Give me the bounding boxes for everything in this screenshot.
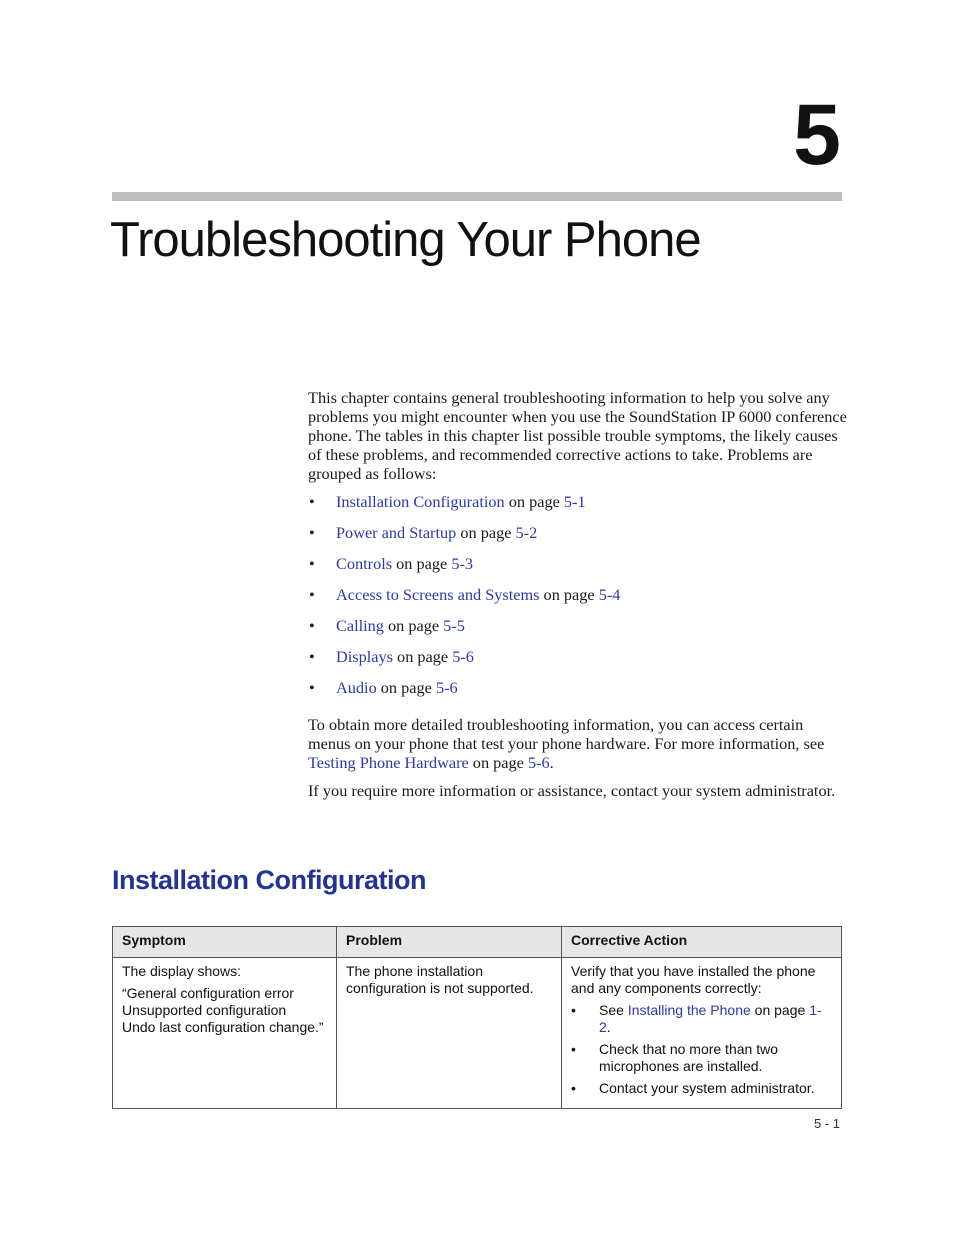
intro-paragraph: This chapter contains general troubleshooting information to help you solve any problems you might encounter when you use the SoundStation IP 6000 conference phone. The tables in this chapter list possible trouble symptoms, the likely causes of these problems, and recommended corrective actions to take. Problems are grouped as follows: <box>308 388 847 483</box>
on-page-text: on page <box>376 678 436 697</box>
symptom-cell <box>113 958 337 1109</box>
topic-link[interactable]: Installation Configuration <box>336 492 505 511</box>
bullet-icon: • <box>309 616 315 635</box>
bullet-icon: • <box>571 1041 576 1057</box>
topic-list-item <box>308 492 848 523</box>
topic-list-item <box>308 678 848 706</box>
hardware-test-text: To obtain more detailed troubleshooting information, you can access certain menus on your phone that test your phone hardware. For more information, see <box>308 715 825 753</box>
installing-phone-link[interactable]: Installing the Phone <box>627 1002 751 1018</box>
topic-list-item <box>308 554 848 585</box>
page-link[interactable]: 5-6 <box>435 678 458 697</box>
on-page-text: on page <box>392 647 453 666</box>
action-list-item <box>571 1002 833 1036</box>
period-text: . <box>606 1019 611 1035</box>
bullet-icon: • <box>309 554 315 573</box>
problem-cell: The phone installation configuration is not supported. <box>337 958 562 1109</box>
page-link[interactable]: 1-2 <box>599 1002 822 1035</box>
on-page-text: on page <box>456 523 516 542</box>
testing-hardware-link[interactable]: Testing Phone Hardware <box>308 753 469 772</box>
page-link[interactable]: 5-3 <box>451 554 474 573</box>
topic-list-item <box>308 647 848 678</box>
bullet-icon: • <box>571 1080 576 1096</box>
on-page-text: on page <box>504 492 564 511</box>
topic-link[interactable]: Controls <box>336 554 393 573</box>
page-number: 5 - 1 <box>813 1116 840 1131</box>
bullet-icon: • <box>309 585 315 604</box>
on-page-text: on page <box>750 1002 810 1018</box>
on-page-text: on page <box>383 616 444 635</box>
see-text: See <box>599 1002 628 1018</box>
chapter-number: 5 <box>793 87 841 183</box>
topic-link[interactable]: Access to Screens and Systems <box>336 585 540 604</box>
on-page-text: on page <box>392 554 452 573</box>
topic-list-item <box>308 585 848 616</box>
action-text: Contact your system administrator. <box>599 1080 815 1096</box>
contact-paragraph: If you require more information or assistance, contact your system administrator. <box>308 781 836 800</box>
action-list-item <box>571 1080 833 1097</box>
column-header-symptom: Symptom <box>113 927 337 958</box>
topic-link[interactable]: Audio <box>336 678 377 697</box>
page-link[interactable]: 5-1 <box>563 492 586 511</box>
page-link[interactable]: 5-6 <box>527 753 550 772</box>
bullet-icon: • <box>309 678 315 697</box>
topic-link[interactable]: Calling <box>336 616 384 635</box>
topic-link[interactable]: Displays <box>336 647 393 666</box>
topic-list <box>308 492 848 706</box>
page-link[interactable]: 5-4 <box>598 585 621 604</box>
column-header-corrective-action: Corrective Action <box>562 927 842 958</box>
hardware-test-paragraph <box>308 715 848 772</box>
action-text: Check that no more than two microphones are installed. <box>599 1041 778 1074</box>
chapter-rule <box>112 192 842 201</box>
symptom-message-line: Unsupported configuration <box>122 1002 287 1018</box>
page-link[interactable]: 5-6 <box>452 647 474 666</box>
topic-list-item <box>308 523 848 554</box>
action-list <box>571 1002 833 1097</box>
period-text: . <box>549 753 554 772</box>
intro-body <box>308 388 848 809</box>
table-row <box>113 958 842 1109</box>
symptom-message-line: “General configuration error <box>122 985 294 1001</box>
action-list-item <box>571 1041 833 1075</box>
bullet-icon: • <box>309 523 315 542</box>
corrective-action-cell <box>562 958 842 1109</box>
bullet-icon: • <box>571 1002 576 1018</box>
section-heading: Installation Configuration <box>112 865 426 895</box>
bullet-icon: • <box>309 492 315 511</box>
chapter-title: Troubleshooting Your Phone <box>110 213 701 267</box>
symptom-intro: The display shows: <box>122 963 242 979</box>
action-intro: Verify that you have installed the phone and any components correctly: <box>571 963 816 996</box>
page-link[interactable]: 5-5 <box>443 616 465 635</box>
page-link[interactable]: 5-2 <box>515 523 538 542</box>
column-header-problem: Problem <box>337 927 562 958</box>
bullet-icon: • <box>309 647 315 666</box>
topic-list-item <box>308 616 848 647</box>
on-page-text: on page <box>539 585 599 604</box>
troubleshooting-table <box>112 926 842 1109</box>
topic-link[interactable]: Power and Startup <box>336 523 457 542</box>
on-page-text: on page <box>468 753 528 772</box>
table-header-row <box>113 927 842 958</box>
symptom-message-line: Undo last configuration change.” <box>122 1019 324 1035</box>
